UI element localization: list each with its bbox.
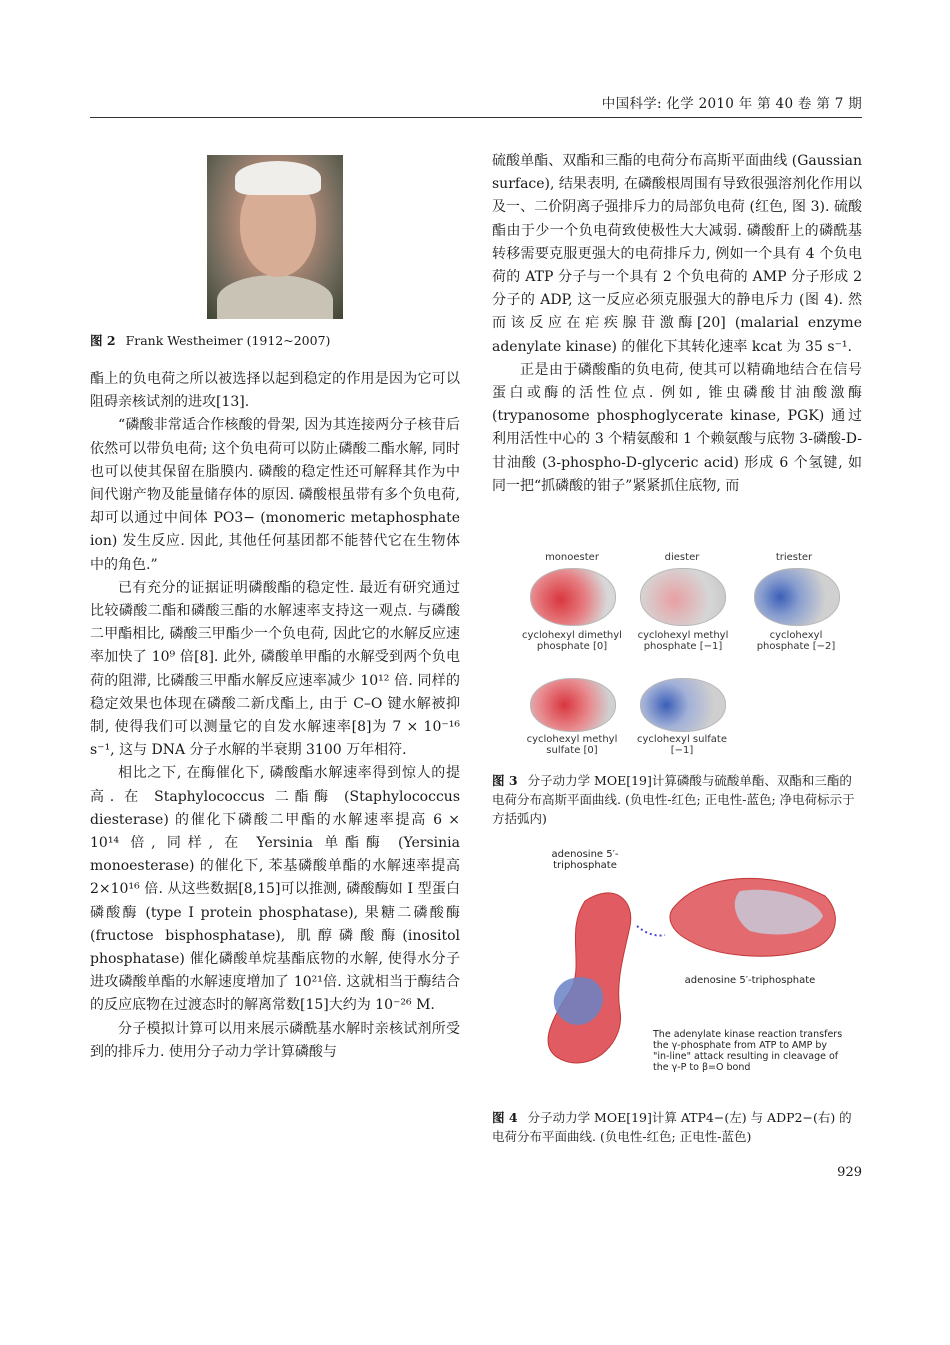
fig3-label-1: cyclohexyl dimethyl phosphate [0] — [522, 630, 622, 652]
figure3-caption-text: 分子动力学 MOE[19]计算磷酸与硫酸单酯、双酯和三酯的电荷分布高斯平面曲线. (负电性-红色; 正电性-蓝色; 净电荷标示于方括弧内) — [492, 773, 855, 826]
fig4-right-label: adenosine 5′-triphosphate — [684, 975, 816, 986]
fig3-header-diester: diester — [664, 552, 700, 563]
left-paragraph-3: 已有充分的证据证明磷酸酯的稳定性. 最近有研究通过比较磷酸二酯和磷酸三酯的水解速率支持这一观点. 与磷酸二甲酯相比, 磷酸三甲酯少一个负电荷, 因此它的水解反应速率加快了 10⁹ 倍[8]. 此外, 磷酸单甲酯的水解受到两个负电荷的阻滞, 比磷酸三甲酯水解反应速率减少 10¹² 倍. 同样的稳定效果也体现在磷酸二新戊酯上, 由于 C–O 键水解被抑制, 使得我们可以测量它的自发水解速率[8]为 7 × 10⁻¹⁶ s⁻¹, 这与 DNA 分子水解的半衰期 3100 万年相符. — [90, 579, 460, 759]
left-paragraph-5: 分子模拟计算可以用来展示磷酰基水解时亲核试剂所受到的排斥力. 使用分子动力学计算磷酸与 — [90, 1020, 460, 1060]
fig3-label-5: cyclohexyl sulfate [−1] — [637, 734, 727, 756]
figure4 — [525, 843, 845, 1093]
westheimer-photo — [207, 155, 343, 319]
right-column — [492, 150, 862, 498]
figure2-caption — [90, 331, 460, 350]
page-number: 929 — [837, 1165, 862, 1180]
left-paragraph-2: “磷酸非常适合作核酸的骨架, 因为其连接两分子核苷后依然可以带负电荷; 这个负电荷可以防止磷酸二酯水解, 同时也可以使其保留在脂膜内. 磷酸的稳定性还可解释其作为中间代谢产物及能量储存体的原因. 磷酸根虽带有多个负电荷, 却可以通过中间体 PO3− (monomeric metaphosphate ion) 发生反应. 因此, 其他任何基团都不能替代它在生物体中的角色.” — [90, 417, 460, 573]
header-rule — [90, 117, 862, 118]
running-head: 中国科学: 化学 2010 年 第 40 卷 第 7 期 — [601, 96, 862, 112]
fig3-molecule-methyl-phosphate — [640, 568, 726, 626]
figure2-caption-text: Frank Westheimer (1912~2007) — [125, 333, 331, 348]
fig3-label-2: cyclohexyl methyl phosphate [−1] — [637, 630, 729, 652]
fig4-left-label: adenosine 5′-triphosphate — [551, 849, 619, 871]
figure4-caption-text: 分子动力学 MOE[19]计算 ATP4−(左) 与 ADP2−(右) 的电荷分布平面曲线. (负电性-红色; 正电性-蓝色) — [492, 1110, 852, 1144]
figure3-label: 图 3 — [492, 773, 518, 788]
fig3-label-4: cyclohexyl methyl sulfate [0] — [526, 734, 618, 756]
left-column — [90, 368, 460, 1064]
left-paragraph-1: 酯上的负电荷之所以被选择以起到稳定的作用是因为它可以阻碍亲核试剂的进攻[13]. — [90, 371, 460, 411]
fig3-label-3: cyclohexyl phosphate [−2] — [756, 630, 836, 652]
fig3-molecule-phosphate — [754, 568, 840, 626]
figure4-caption — [492, 1108, 862, 1146]
fig3-molecule-dimethyl-phosphate — [530, 568, 616, 626]
fig3-molecule-sulfate — [640, 678, 726, 732]
figure2-label: 图 2 — [90, 333, 116, 348]
fig3-header-triester: triester — [775, 552, 813, 563]
figure3 — [522, 552, 847, 762]
left-paragraph-4: 相比之下, 在酶催化下, 磷酸酯水解速率得到惊人的提高. 在 Staphylococcus 二酯酶 (Staphylococcus diesterase) 的催化下磷酸二甲酯的水解速率提高 6 × 10¹⁴ 倍, 同样, 在 Yersinia 单酯酶 (Yersinia monoesterase) 的催化下, 苯基磷酸单酯的水解速率提高 2×10¹⁶ 倍. 从这些数据[8,15]可以推测, 磷酸酶如 I 型蛋白磷酸酶 (type I protein phosphatase), 果糖二磷酸酶 (fructose bisphosphatase), 肌醇磷酸酶(inositol phosphatase) 催化磷酸单烷基酯底物的水解, 使得水分子进攻磷酸单酯的水解速度增加了 10²¹倍. 这就相当于酶结合的反应底物在过渡态时的解离常数[15]大约为 10⁻²⁶ M. — [90, 765, 460, 1014]
fig3-header-monoester: monoester — [545, 552, 599, 563]
fig4-reaction-note: The adenylate kinase reaction transfers the γ-phosphate from ATP to AMP by "in-line" attack resulting in cleavage of the γ-P to β=O bond — [653, 1029, 843, 1073]
fig3-molecule-methyl-sulfate — [530, 678, 616, 732]
right-paragraph-2: 正是由于磷酸酯的负电荷, 使其可以精确地结合在信号蛋白或酶的活性位点. 例如, 锥虫磷酸甘油酸激酶 (trypanosome phosphoglycerate kinase, PGK) 通过利用活性中心的 3 个精氨酸和 1 个赖氨酸与底物 3-磷酸-D-甘油酸 (3-phospho-D-glyceric acid) 形成 6 个氢键, 如同一把“抓磷酸的钳子”紧紧抓住底物, 而 — [492, 361, 862, 494]
right-paragraph-1: 硫酸单酯、双酯和三酯的电荷分布高斯平面曲线 (Gaussian surface), 结果表明, 在磷酸根周围有导致很强溶剂化作用以及一、二价阴离子强排斥力的局部负电荷 (红色, 图 3). 硫酸酯由于少一个负电荷致使极性大大减弱. 磷酸酐上的磷酰基转移需要克服更强大的电荷排斥力, 例如一个具有 4 个负电荷的 ATP 分子与一个具有 2 个负电荷的 AMP 分子形成 2 分子的 ADP, 这一反应必须克服强大的静电斥力 (图 4). 然而该反应在疟疾腺苷激酶[20] (malarial enzyme adenylate kinase) 的催化下其转化速率 kcat 为 35 s⁻¹. — [492, 153, 862, 355]
figure4-label: 图 4 — [492, 1110, 518, 1125]
figure3-caption — [492, 771, 862, 828]
